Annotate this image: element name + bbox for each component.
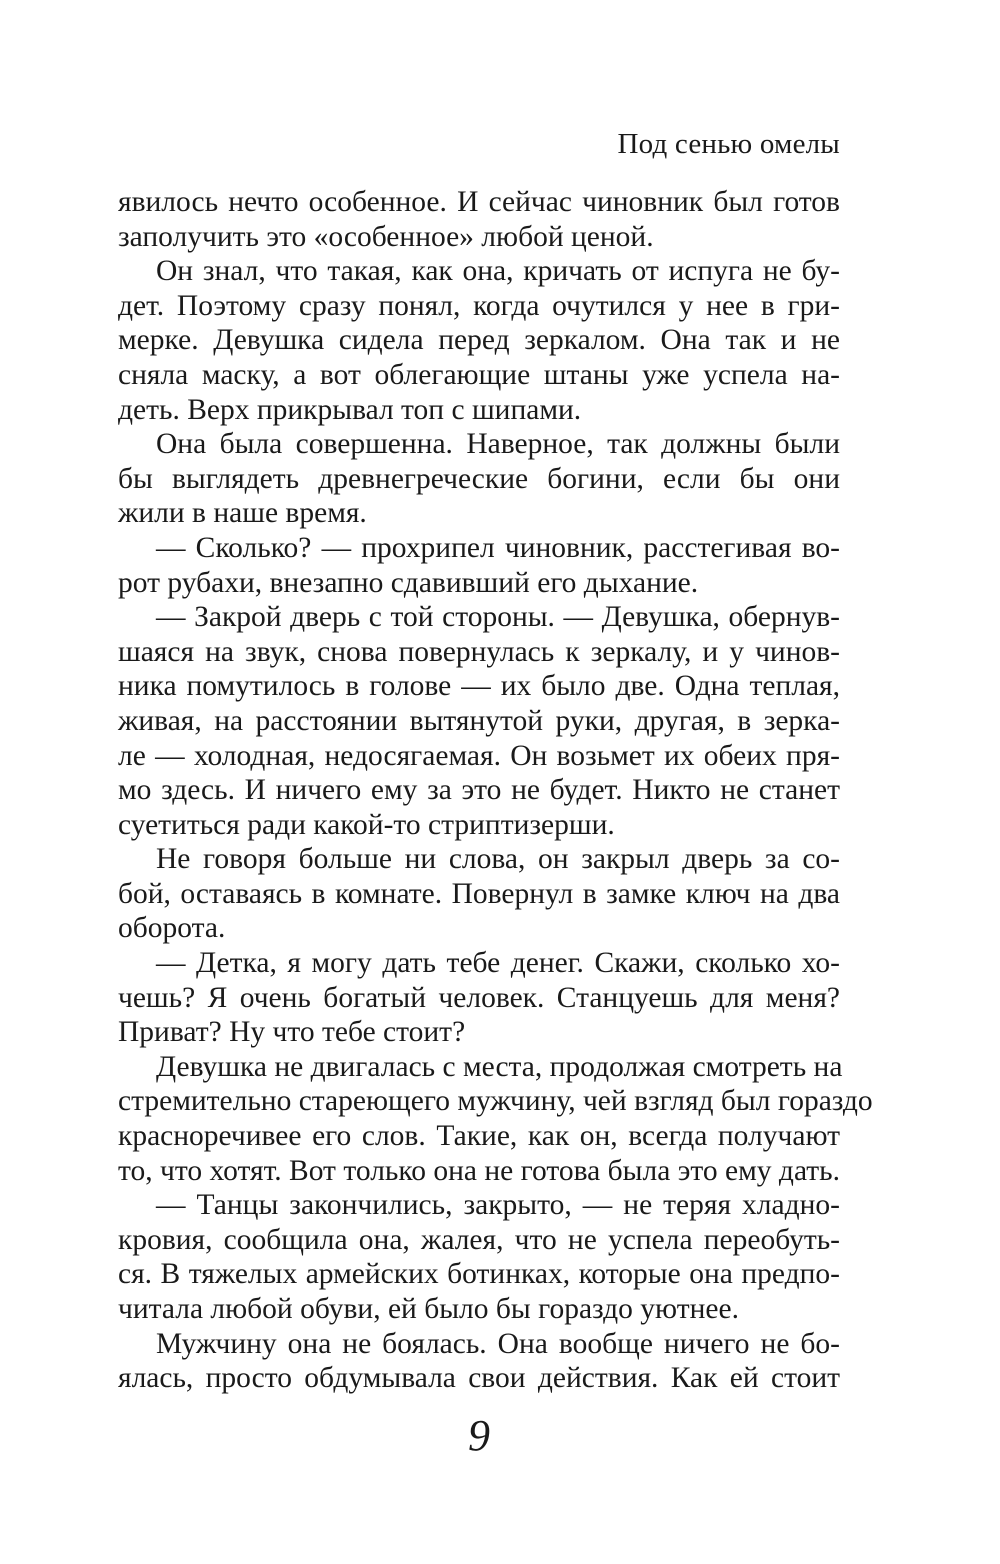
text-line: явилось нечто особенное. И сейчас чиновник был готов [118,186,840,218]
text-line: шаяся на звук, снова повернулась к зеркалу, и у чинов- [118,635,840,668]
text-line: то, что хотят. Вот только она не готова была это ему дать. [118,1154,840,1187]
text-line: — Детка, я могу дать тебе денег. Скажи, сколько хо- [156,947,840,980]
text-line: — Закрой дверь с той стороны. — Девушка, обернув- [156,601,840,634]
text-line: жили в наше время. [118,497,367,530]
text-line: бы выглядеть древнегреческие богини, если бы они [118,462,840,495]
text-line: кровия, сообщила она, жалея, что не успела переобуть- [118,1223,840,1256]
text-line: — Танцы закончились, закрыто, — не теряя хладно- [156,1189,840,1222]
text-line: красноречивее его слов. Такие, как он, всегда получают [118,1120,840,1153]
text-line: оборота. [118,912,226,945]
text-line: стремительно стареющего мужчину, чей взгляд был гораздо [118,1085,873,1118]
text-line: Девушка не двигалась с места, продолжая смотреть на [156,1050,843,1083]
text-line: деть. Верх прикрывал топ с шипами. [118,393,582,426]
text-line: сняла маску, а вот облегающие штаны уже успела на- [118,358,840,391]
text-line: рот рубахи, внезапно сдавивший его дыхание. [118,566,699,599]
text-line: мерке. Девушка сидела перед зеркалом. Она так и не [118,324,840,357]
text-line: ле — холодная, недосягаемая. Он возьмет их обеих пря- [118,739,840,772]
text-line: Не говоря больше ни слова, он закрыл дверь за со- [156,843,840,876]
text-line: Она была совершенна. Наверное, так должны были [156,428,840,461]
text-line: читала любой обуви, ей было бы гораздо уютнее. [118,1293,739,1325]
text-line: ника помутилось в голове — их было две. Одна теплая, [118,670,840,703]
text-line: мо здесь. И ничего ему за это не будет. Никто не станет [118,774,840,807]
text-line: живая, на расстоянии вытянутой руки, другая, в зерка- [118,704,840,737]
page-number: 9 [468,1411,490,1460]
text-line: дет. Поэтому сразу понял, когда очутился у нее в гри- [118,289,840,322]
text-line: ялась, просто обдумывала свои действия. Как ей стоит [118,1362,840,1395]
text-line: ся. В тяжелых армейских ботинках, которые она предпо- [118,1258,840,1291]
body-text [118,185,873,1396]
text-line: суетиться ради какой-то стриптизерши. [118,808,615,841]
text-line: Он знал, что такая, как она, кричать от испуга не бу- [156,255,840,288]
text-line: Приват? Ну что тебе стоит? [118,1016,466,1049]
text-line: — Сколько? — прохрипел чиновник, расстегивая во- [156,531,840,564]
text-line: чешь? Я очень богатый человек. Станцуешь для меня? [118,981,840,1014]
running-head: Под сенью омелы [617,128,840,160]
text-line: Мужчину она не боялась. Она вообще ничего не бо- [156,1327,840,1360]
text-line: заполучить это «особенное» любой ценой. [118,220,654,253]
text-line: бой, оставаясь в комнате. Повернул в замке ключ на два [118,877,840,910]
